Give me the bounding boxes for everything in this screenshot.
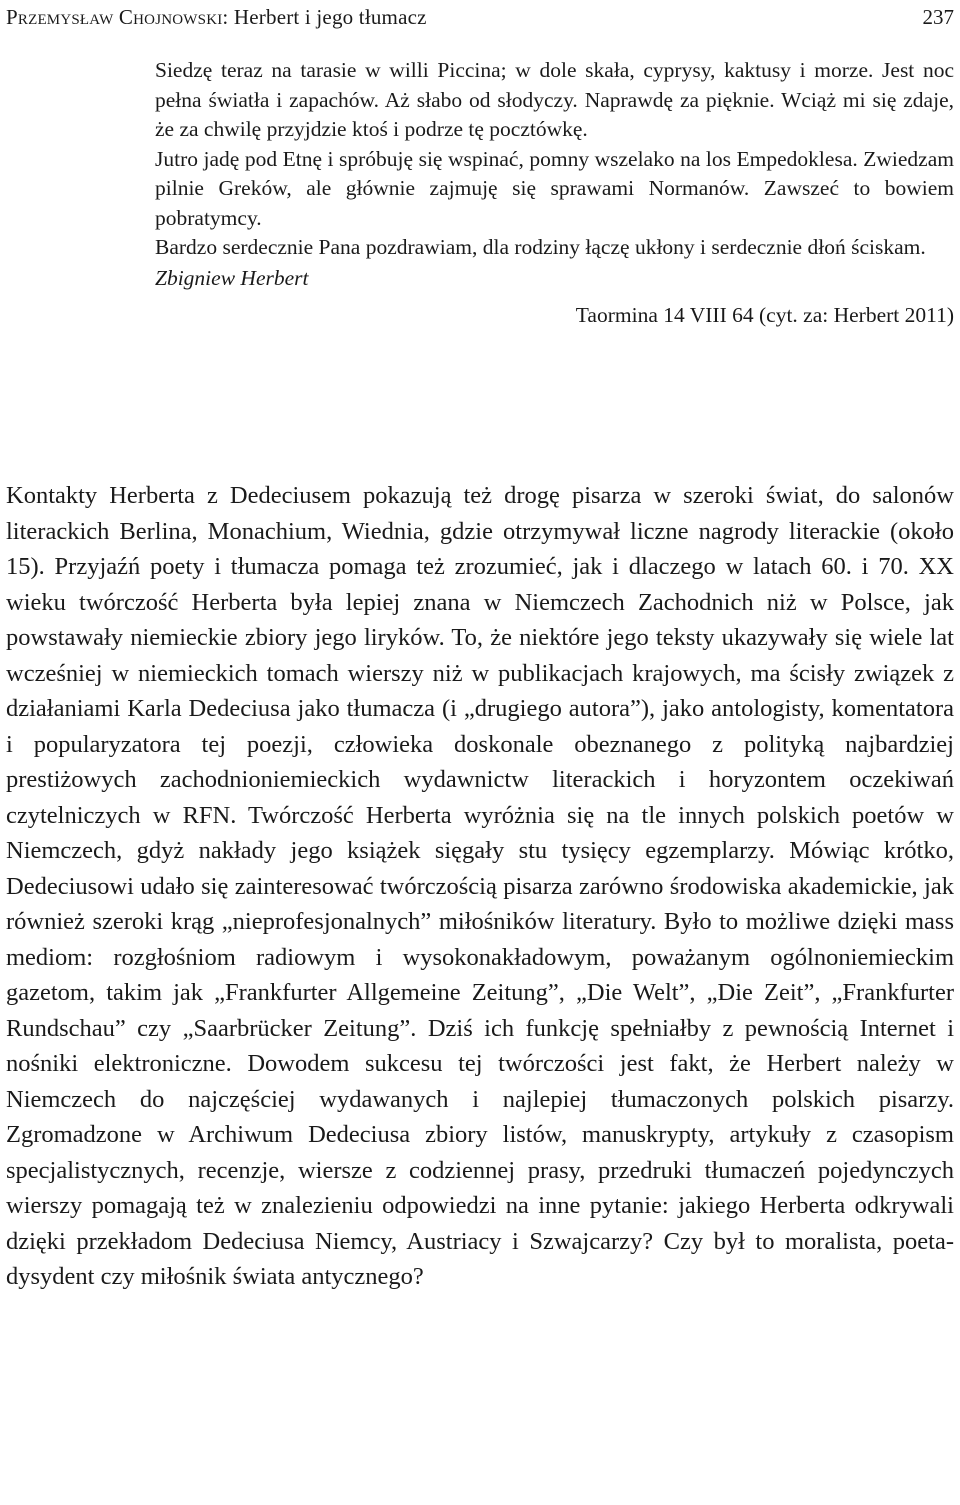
running-header [6, 2, 954, 32]
body-paragraph: Kontakty Herberta z Dedeciusem pokazują też drogę pisarza w szeroki świat, do salonów literackich Berlina, Monachium, Wiednia, gdzie otrzymywał liczne nagrody literackie (około 15). Przyjaźń poety i tłumacza pomaga też zrozumieć, jak i dlaczego w latach 60. i 70. XX wieku twórczość Herberta była lepiej znana w Niemczech Zachodnich niż w Polsce, jak powstawały niemieckie zbiory jego liryków. To, że niektóre jego teksty ukazywały się wiele lat wcześniej w niemieckich tomach wierszy niż w publikacjach krajowych, ma ścisły związek z działaniami Karla Dedeciusa jako tłumacza (i „drugiego autora”), jako antologisty, komentatora i popularyzatora tej poezji, człowieka doskonale obeznanego z polityką najbardziej prestiżowych zachodnioniemieckich wydawnictw literackich i horyzontem oczekiwań czytelniczych w RFN. Twórczość Herberta wyróżnia się na tle innych polskich poetów w Niemczech, gdyż nakłady jego książek sięgały stu tysięcy egzemplarzy. Mówiąc krótko, Dedeciusowi udało się zainteresować twórczością pisarza zarówno środowiska akademickie, jak również szeroki krąg „nieprofesjonalnych” miłośników literatury. Było to możliwe dzięki mass mediom: rozgłośniom radiowym i wysokonakładowym, poważanym ogólnoniemieckim gazetom, takim jak „Frankfurter Allgemeine Zeitung”, „Die Welt”, „Die Zeit”, „Frankfurter Rundschau” czy „Saarbrücker Zeitung”. Dziś ich funkcję spełniałby z pewnością Internet i nośniki elektroniczne. Dowodem sukcesu tej twórczości jest fakt, że Herbert należy w Niemczech do najczęściej wydawanych i najlepiej tłumaczonych polskich pisarzy. Zgromadzone w Archiwum Dedeciusa zbiory listów, manuskrypty, artykuły z czasopism specjalistycznych, recenzje, wiersze z codziennej prasy, przedruki tłumaczeń pojedynczych wierszy pomagają też w znalezieniu odpowiedzi na inne pytanie: jakiego Herberta odkrywali dzięki przekładom Dedeciusa Niemcy, Austriacy i Szwajcarzy? Czy był to moralista, poeta-dysydent czy miłośnik świata antycznego? [6, 482, 954, 1290]
letter-quote [155, 56, 954, 331]
letter-paragraph-3: Bardzo serdecznie Pana pozdrawiam, dla rodziny łączę ukłony i serdecznie dłoń ściskam. [155, 235, 926, 259]
letter-place-date: Taormina 14 VIII 64 (cyt. za: Herbert 2011) [575, 303, 954, 327]
page-number: 237 [922, 5, 954, 29]
header-author-title [6, 2, 427, 32]
letter-paragraph-2: Jutro jadę pod Etnę i spróbuję się wspinać, pomny wszelako na los Empedoklesa. Zwiedzam pilnie Greków, ale głównie zajmuję się sprawami Normanów. Zawszeć to bowiem pobratymcy. [155, 146, 954, 230]
header-title: Herbert i jego tłumacz [233, 5, 427, 29]
header-author: Przemysław Chojnowski: [6, 5, 229, 29]
body-text [6, 478, 954, 1295]
letter-paragraph-1: Siedzę teraz na tarasie w willi Piccina; w dole skała, cyprysy, kaktusy i morze. Jest noc pełna światła i zapachów. Aż słabo od słodyczy. Naprawdę za pięknie. Wciąż mi się zdaje, że za chwilę przyjdzie ktoś i podrze tę pocztówkę. [155, 58, 954, 141]
letter-signature: Zbigniew Herbert [155, 265, 309, 290]
